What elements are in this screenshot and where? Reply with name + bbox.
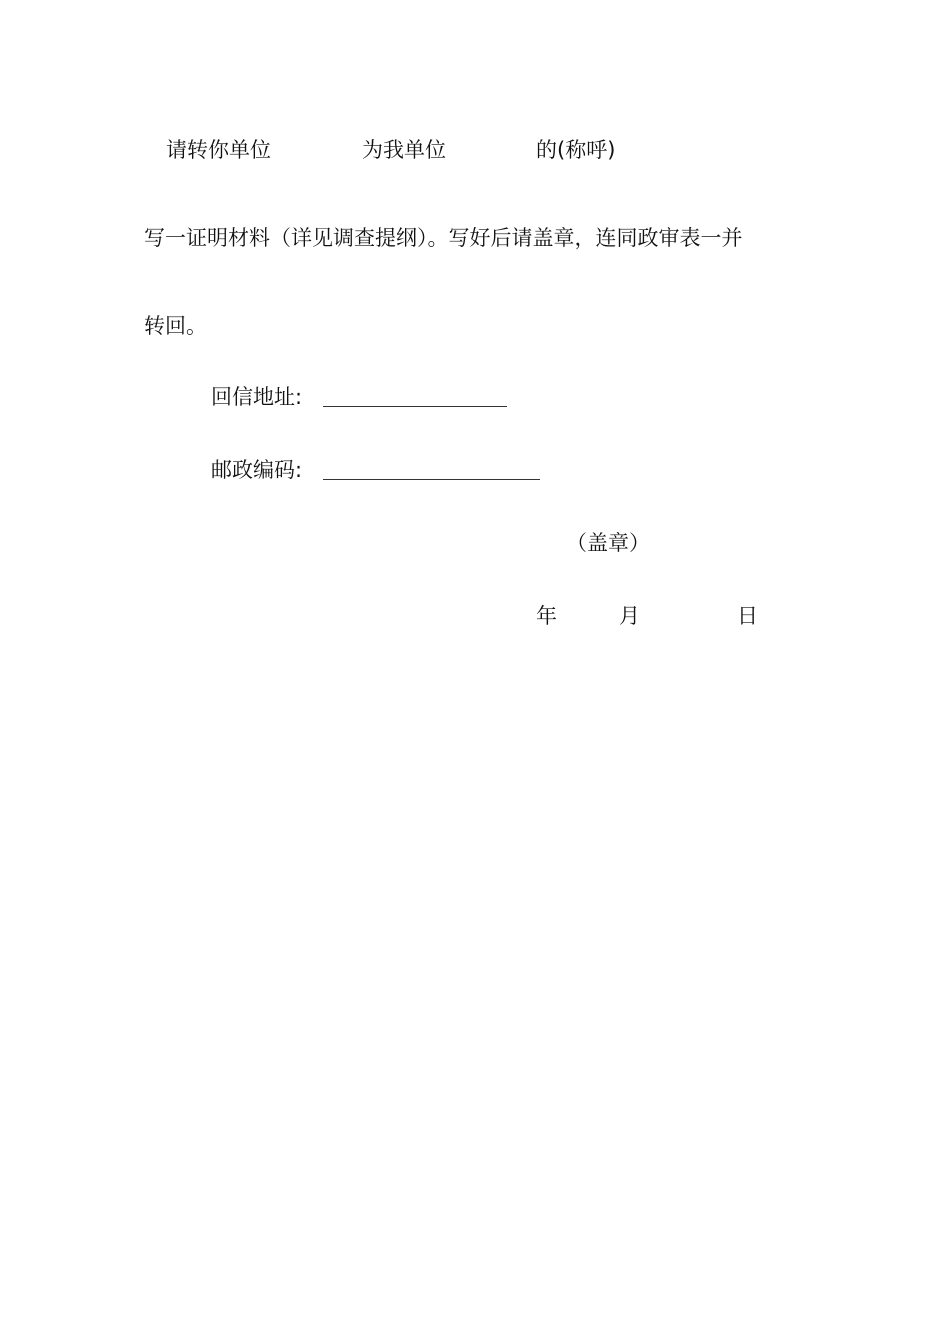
letter-line3: 转回。 [144, 314, 207, 338]
date-day: 日 [737, 604, 758, 628]
postal-code-label: 邮政编码: [211, 458, 303, 482]
postal-code-field[interactable] [323, 479, 540, 480]
letter-line2: 写一证明材料（详见调查提纲）。写好后请盖章，连同政审表一并 [144, 226, 743, 250]
date-year: 年 [536, 604, 557, 628]
reply-address-field[interactable] [323, 406, 507, 407]
line1-part2: 为我单位 [362, 138, 446, 162]
reply-address-label: 回信地址: [211, 385, 303, 409]
line1-part1: 请转你单位 [166, 138, 271, 162]
line1-part3: 的(称呼) [536, 138, 616, 162]
date-month: 月 [619, 604, 640, 628]
seal-label: （盖章） [566, 531, 650, 555]
